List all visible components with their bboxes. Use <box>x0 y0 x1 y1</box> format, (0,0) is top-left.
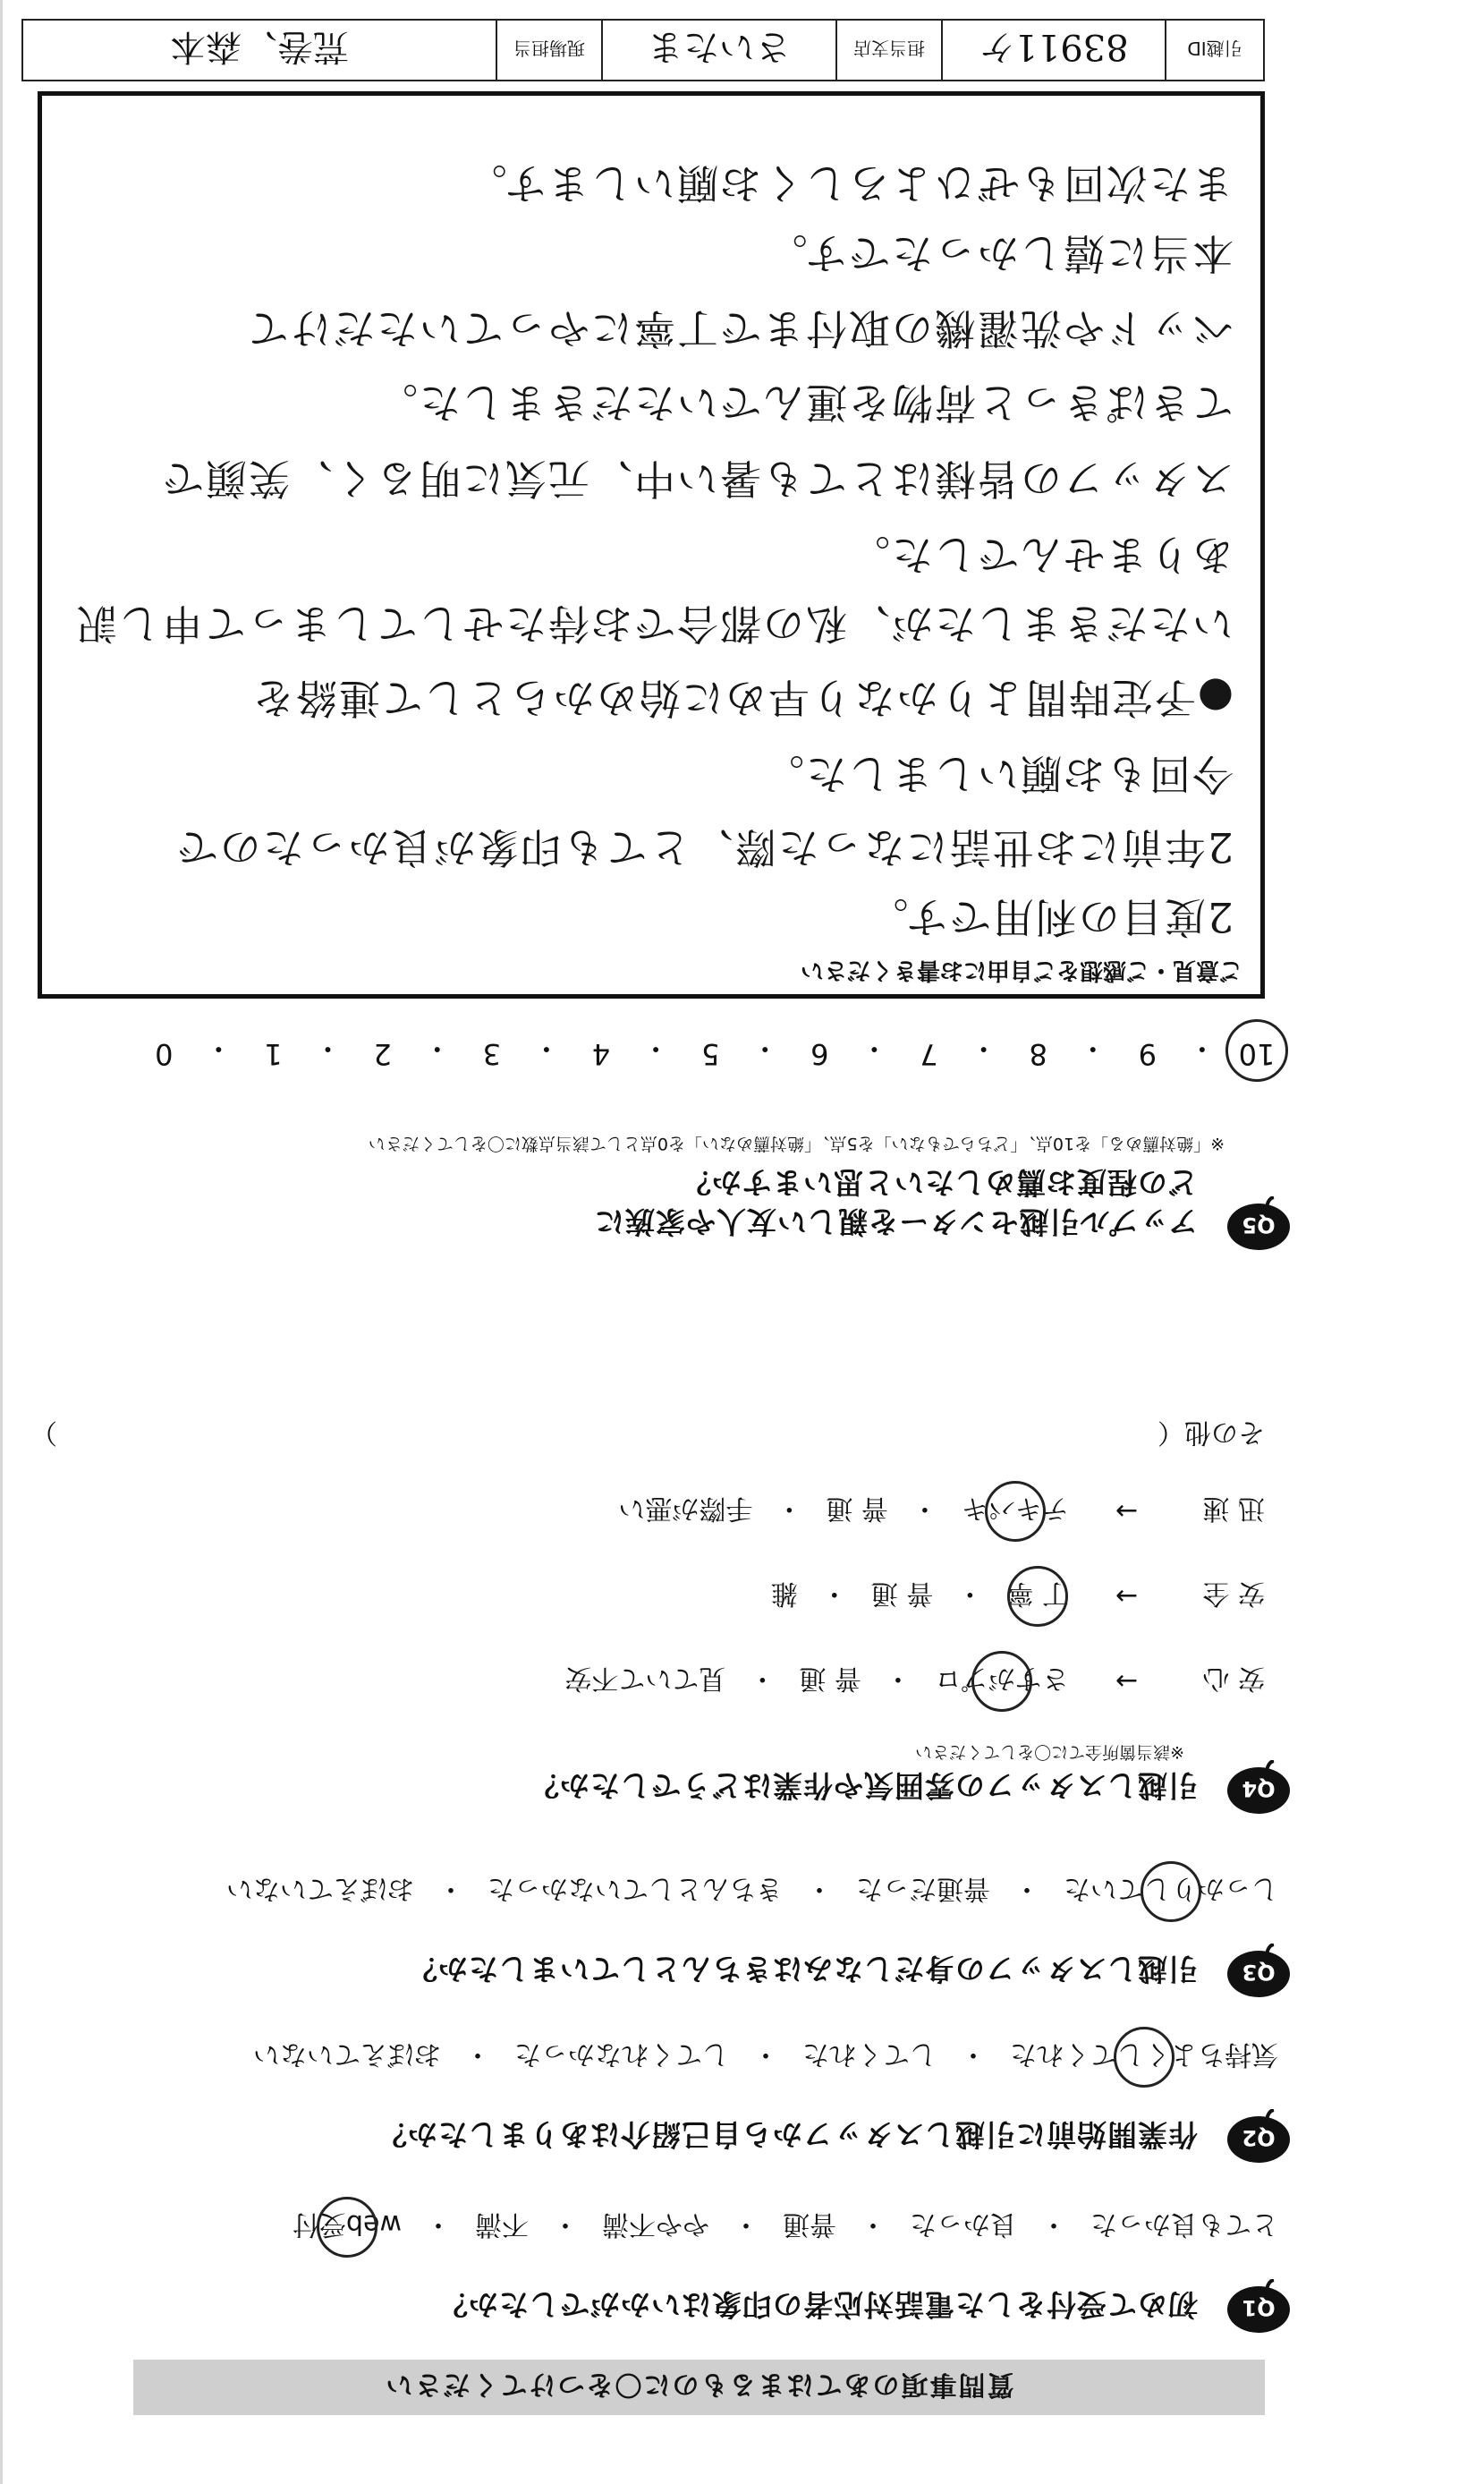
apple-q-badge-icon <box>1225 1760 1292 1817</box>
options-row: 気持ちよくしてくれた ・ してくれた ・ してくれなかった ・ おぼえていない <box>253 2037 1278 2077</box>
option-selected[interactable]: web受付 <box>293 2208 402 2247</box>
branch-value: さいたま <box>601 21 835 80</box>
scale-point[interactable]: 0 <box>155 1037 174 1071</box>
scale-point[interactable]: 3 <box>482 1037 501 1071</box>
question-note: ※該当箇所全てに〇をしてください <box>915 1742 1184 1762</box>
comment-line: ありませんでした。 <box>847 531 1234 579</box>
question-text: 引越しスタッフの身だしなみはきちんとしていましたか？ <box>407 1952 1198 1986</box>
option[interactable]: おぼえていない <box>226 1873 414 1904</box>
other-label: その他 <box>1184 1416 1265 1448</box>
recommendation-scale: 10 ・ 9 ・ 8 ・ 7 ・ 6 ・ 5 ・ 4 ・ 3 ・ 2 ・ 1 ・ 0 <box>142 1030 1278 1071</box>
arrow-icon: → <box>1115 1665 1138 1697</box>
comment-title: ご意見・ご感想をご自由にお書きください <box>800 957 1242 983</box>
leader-label: 現場担当 <box>496 21 601 80</box>
option[interactable]: きちんとしていなかった <box>488 1873 783 1904</box>
option[interactable]: 良かった <box>910 2208 1017 2240</box>
svg-text:Q5: Q5 <box>1242 1212 1276 1238</box>
other-close-paren: ） <box>30 1416 57 1448</box>
svg-text:Q3: Q3 <box>1242 1960 1276 1985</box>
question-text: 引越しスタッフの雰囲気や作業はどうでしたか？ <box>529 1768 1198 1803</box>
row-label: 安 心 <box>1202 1663 1265 1694</box>
scale-point[interactable]: 2 <box>373 1037 392 1071</box>
question-text: アップル引越センターを親しい友人や家族に <box>593 1204 1198 1239</box>
q4-other-row <box>30 1416 1265 1455</box>
option[interactable]: してくれた <box>802 2038 937 2070</box>
comment-line: また次回もぜひよろしくお願いします。 <box>463 159 1234 208</box>
q4-row-jinsoku: 迅 速 → テキパキ ・ 普 通 ・ 手際が悪い <box>618 1492 1265 1531</box>
comment-line: スタッフの皆様はとても暑い中、元気に明るく、笑顔で <box>160 455 1234 503</box>
option[interactable]: 雑 <box>770 1578 798 1609</box>
comment-box[interactable] <box>38 91 1265 999</box>
option[interactable]: 普通 <box>783 2208 836 2240</box>
question-note: ※「絶対薦める」を10点、「どちらでもない」を5点、「絶対薦めない」を0点として該当点数に〇をしてください <box>368 1134 1225 1153</box>
branch-label: 担当支店 <box>835 21 941 80</box>
id-label: 引越ID <box>1165 21 1263 80</box>
scale-point[interactable]: 7 <box>920 1037 938 1071</box>
apple-q-badge-icon <box>1225 1196 1292 1254</box>
row-label: 安 全 <box>1202 1578 1265 1609</box>
option[interactable]: 手際が悪い <box>618 1493 753 1524</box>
arrow-icon: → <box>1115 1495 1138 1527</box>
scale-point[interactable]: 4 <box>591 1037 611 1071</box>
comment-line: 今回もお願いしました。 <box>761 750 1234 798</box>
option[interactable]: やや不満 <box>602 2208 709 2240</box>
option[interactable]: 不満 <box>475 2208 529 2240</box>
question-q1 <box>21 2184 1292 2336</box>
question-q3 <box>21 1849 1292 2001</box>
leader-value: 荒巻、森本 <box>170 26 349 68</box>
options-row: しっかりしていた ・ 普通だった ・ きちんとしていなかった ・ おぼえていない <box>226 1872 1278 1911</box>
option[interactable]: 普 通 <box>870 1578 934 1609</box>
option[interactable]: おぼえていない <box>253 2038 441 2070</box>
id-table <box>21 19 1265 81</box>
scale-point[interactable]: 8 <box>1029 1037 1047 1071</box>
scale-point[interactable]: 5 <box>700 1037 720 1071</box>
option[interactable]: 見ていて不安 <box>564 1663 726 1694</box>
svg-text:Q1: Q1 <box>1242 2295 1276 2320</box>
arrow-icon: → <box>1115 1580 1138 1612</box>
question-text-line2: どの程度お薦めしたいと思いますか？ <box>681 1165 1198 1200</box>
scale-point[interactable]: 9 <box>1138 1037 1158 1071</box>
question-text: 初めて受付をした電話対応者の印象はいかがでしたか？ <box>437 2287 1198 2322</box>
apple-q-badge-icon <box>1225 2109 1292 2166</box>
q4-row-anzen: 安 全 → 丁 寧 ・ 普 通 ・ 雑 <box>771 1577 1265 1616</box>
comment-line: ベッドや洗濯機の取付まで丁寧にやっていただけて <box>246 304 1234 353</box>
scale-point[interactable]: 6 <box>810 1037 829 1071</box>
option-selected[interactable]: テキパキ <box>962 1492 1069 1531</box>
question-text: 作業開始前に引越しスタッフから自己紹介はありましたか？ <box>377 2117 1198 2152</box>
comment-line: 2年前にお世話になった際、とても印象が良かったので <box>174 823 1234 872</box>
option-selected[interactable]: さすがプロ <box>935 1662 1069 1701</box>
question-q4 <box>21 1415 1292 1817</box>
scan-edge <box>0 0 3 2484</box>
svg-text:Q4: Q4 <box>1242 1776 1276 1801</box>
option[interactable]: してくれなかった <box>514 2038 729 2070</box>
scale-point-selected[interactable]: 10 <box>1235 1030 1278 1071</box>
comment-line: ●予定時間よりかなり早めに始めからとして連絡を <box>250 674 1234 722</box>
option[interactable]: 普 通 <box>826 1493 888 1524</box>
scale-point[interactable]: 1 <box>264 1037 283 1071</box>
option[interactable]: 普通だった <box>856 1873 990 1904</box>
q4-row-anshin: 安 心 → さすがプロ ・ 普 通 ・ 見ていて不安 <box>564 1662 1265 1701</box>
option-selected[interactable]: 気持ちよくしてくれた <box>1010 2037 1278 2077</box>
instruction-header: 質問事項のあてはまるものに〇をつけてください <box>133 2360 1265 2415</box>
option-selected[interactable]: 丁 寧 <box>1006 1577 1069 1616</box>
id-value: 83911ケ <box>941 21 1165 80</box>
apple-q-badge-icon <box>1225 2279 1292 2336</box>
comment-line: 2度目の利用です。 <box>865 893 1234 941</box>
option-selected[interactable]: しっかりしていた <box>1064 1872 1278 1911</box>
comment-line: てきぱきっと荷物を運んでいただきました。 <box>375 379 1234 427</box>
option[interactable]: とても良かった <box>1090 2208 1278 2240</box>
question-q5 <box>21 1075 1292 1254</box>
question-q2 <box>21 2014 1292 2166</box>
row-label: 迅 速 <box>1202 1493 1265 1524</box>
other-open-paren: （ <box>1158 1416 1184 1448</box>
options-row: とても良かった ・ 良かった ・ 普通 ・ やや不満 ・ 不満 ・ web受付 <box>293 2208 1278 2247</box>
apple-q-badge-icon <box>1225 1944 1292 2001</box>
comment-line: いただきましたが、私の都合でお待たせしてしまって申し訳 <box>74 600 1234 648</box>
svg-text:Q2: Q2 <box>1242 2125 1276 2150</box>
comment-line: 本当に嬉しかったです。 <box>764 229 1234 277</box>
option[interactable]: 普 通 <box>799 1663 861 1694</box>
